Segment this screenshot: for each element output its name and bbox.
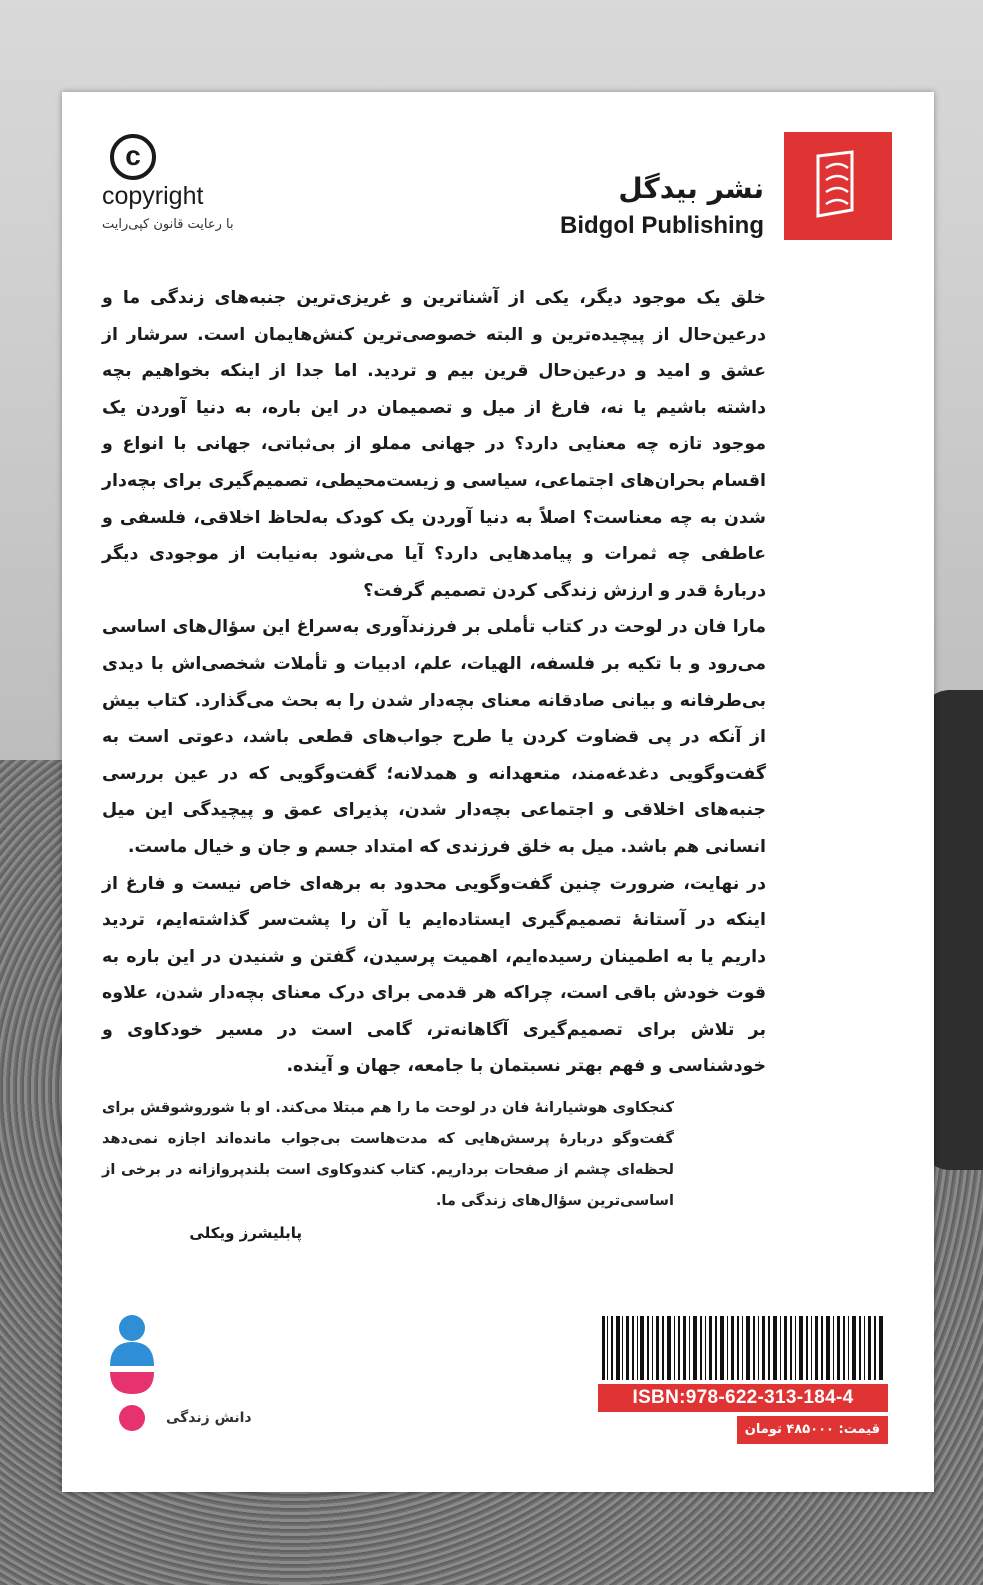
- copyright-note: با رعایت قانون کپی‌رایت: [102, 217, 234, 232]
- blurb-text: [102, 280, 766, 1085]
- publisher-name-en: Bidgol Publishing: [560, 212, 764, 239]
- barcode-block: [598, 1316, 888, 1444]
- book-back-cover: [62, 92, 934, 1492]
- series-name: دانش زندگی: [166, 1410, 252, 1426]
- barcode: [598, 1316, 888, 1380]
- copyright-block: [102, 134, 302, 232]
- publisher-logo-icon: [784, 132, 892, 240]
- review-quote: کنجکاوی هوشیارانهٔ فان در لوحت ما را هم مبتلا می‌کند. او با شوروشوقش برای گفت‌وگو دربارهٔ پرسش‌هایی که مدت‌هاست بی‌جواب مانده‌اند اجازه نمی‌دهد لحظه‌ای چشم از صفحات برداریم. کتاب کندوکاوی است بلندپروازانه در برخی از اساسی‌ترین سؤال‌های زندگی ما.: [102, 1099, 674, 1209]
- publisher-block: [532, 132, 892, 244]
- copyright-word: copyright: [102, 182, 204, 210]
- blurb-paragraph: مارا فان در لوحت در کتاب تأملی بر فرزندآوری به‌سراغ این سؤال‌های اساسی می‌رود و با تکیه بر فلسفه، الهیات، علم، ادبیات و تأملات شخصی‌اش با دیدی بی‌طرفانه و بیانی صادقانه معنای بچه‌دار شدن را به بحث می‌گذارد. کتاب بیش از آنکه در پی قضاوت کردن یا طرح جواب‌های قطعی باشد، دعوتی است به گفت‌وگویی دغدغه‌مند، متعهدانه و همدلانه؛ گفت‌وگویی که در عین بررسی جنبه‌های اخلاقی و اجتماعی بچه‌دار شدن، پذیرای عمق و پیچیدگی این میل انسانی هم باشد. میل به خلق فرزندی که امتداد جسم و جان و خیال ماست.: [102, 617, 766, 857]
- copyright-icon: c: [110, 134, 156, 180]
- blurb-paragraph: در نهایت، ضرورت چنین گفت‌وگویی محدود به برهه‌ای خاص نیست و فارغ از اینکه در آستانهٔ تصمیم‌گیری ایستاده‌ایم یا آن را پشت‌سر گذاشته‌ایم، تردید داریم یا به اطمینان رسیده‌ایم، اهمیت پرسیدن، گفتن و شنیدن در این باره به قوت خودش باقی است، چراکه هر قدمی برای درک معنای بچه‌دار شدن، علاوه بر تلاش برای تصمیم‌گیری آگاهانه‌تر، گامی است در مسیر خودکاوی و خودشناسی و فهم بهتر نسبتمان با جامعه، جهان و آینده.: [102, 873, 766, 1077]
- publisher-name-fa: نشر بیدگل: [618, 172, 764, 205]
- isbn-label: ISBN:978-622-313-184-4: [598, 1384, 888, 1412]
- blurb-paragraph: خلق یک موجود دیگر، یکی از آشناترین و غریزی‌ترین جنبه‌های زندگی ما و درعین‌حال از پیچیده‌ترین و البته خصوصی‌ترین کنش‌هایمان است. سرشار از عشق و امید و درعین‌حال قرین بیم و تردید. اما جدا از اینکه بخواهیم بچه داشته باشیم یا نه، فارغ از میل و تصمیمان در این باره، به دنیا آوردن یک موجود تازه چه معنایی دارد؟ در جهانی مملو از بی‌ثباتی، جهانی با انواع و اقسام بحران‌های اجتماعی، سیاسی و زیست‌محیطی، تصمیم‌گیری برای بچه‌دار شدن به چه معناست؟ اصلاً به دنیا آوردن یک کودک به‌لحاظ اخلاقی، فلسفی و عاطفی چه ثمرات و پیامدهایی دارد؟ آیا می‌شود به‌نیابت از موجودی دیگر دربارهٔ قدر و ارزش زندگی کردن تصمیم گرفت؟: [102, 288, 766, 601]
- review-source: پابلیشرز ویکلی: [189, 1224, 302, 1242]
- price-label: قیمت: ۴۸۵۰۰۰ تومان: [737, 1416, 888, 1444]
